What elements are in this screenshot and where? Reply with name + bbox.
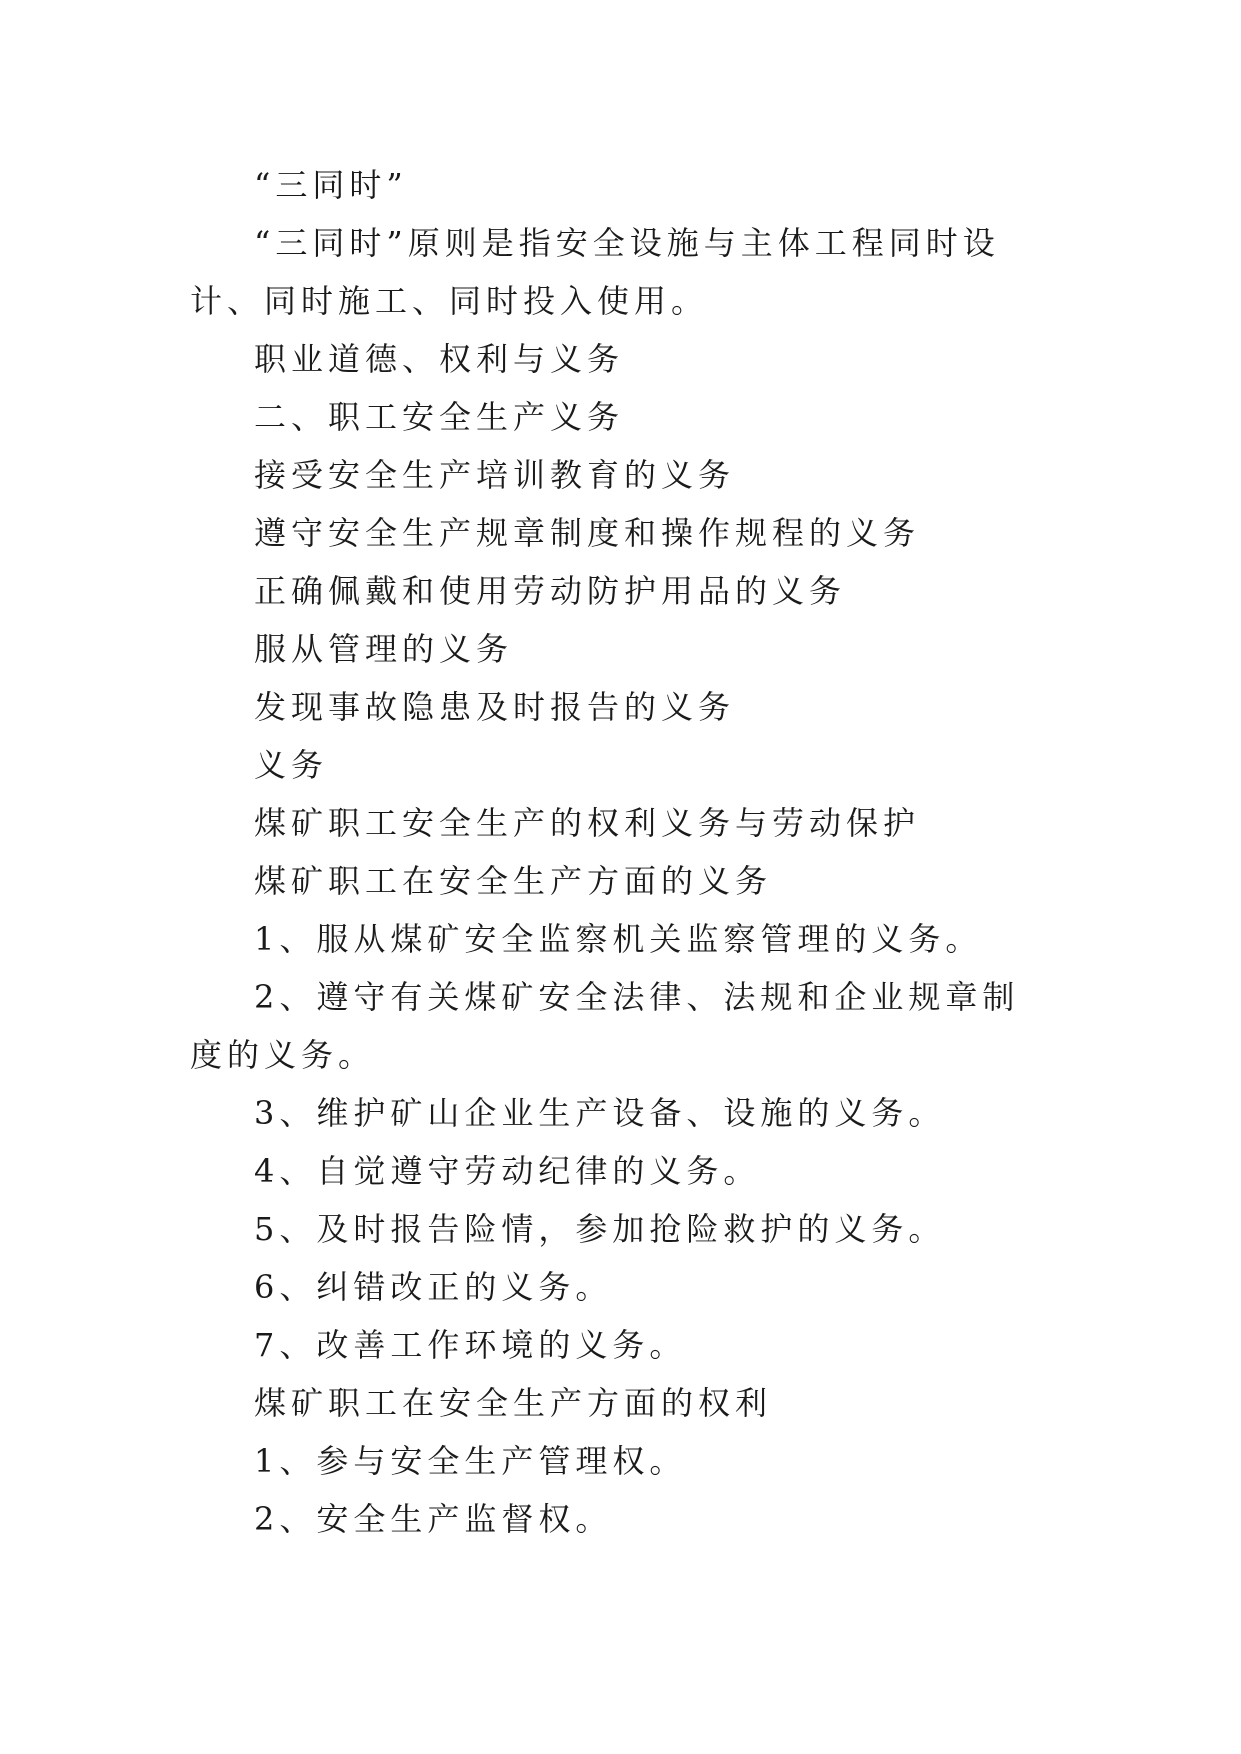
paragraph: 1、服从煤矿安全监察机关监察管理的义务。: [254, 920, 983, 958]
paragraph: 2、遵守有关煤矿安全法律、法规和企业规章制度的义务。: [190, 978, 1020, 1074]
paragraph: 职业道德、权利与义务: [254, 340, 625, 378]
paragraph: 二、职工安全生产义务: [254, 398, 625, 436]
paragraph: 义务: [254, 746, 329, 784]
paragraph: 1、参与安全生产管理权。: [254, 1442, 687, 1480]
paragraph: “三同时”原则是指安全设施与主体工程同时设计、同时施工、同时投入使用。: [190, 224, 1000, 320]
paragraph: 接受安全生产培训教育的义务: [254, 456, 736, 494]
paragraph: 煤矿职工安全生产的权利义务与劳动保护: [254, 804, 921, 842]
paragraph: 正确佩戴和使用劳动防护用品的义务: [254, 572, 847, 610]
paragraph: “三同时”: [254, 166, 408, 204]
paragraph: 煤矿职工在安全生产方面的义务: [254, 862, 773, 900]
paragraph: 5、及时报告险情，参加抢险救护的义务。: [254, 1210, 946, 1248]
paragraph: 发现事故隐患及时报告的义务: [254, 688, 736, 726]
paragraph: 3、维护矿山企业生产设备、设施的义务。: [254, 1094, 946, 1132]
paragraph: 遵守安全生产规章制度和操作规程的义务: [254, 514, 921, 552]
paragraph: 7、改善工作环境的义务。: [254, 1326, 687, 1364]
paragraph: 服从管理的义务: [254, 630, 514, 668]
document-body: [190, 156, 1050, 1548]
paragraph: 6、纠错改正的义务。: [254, 1268, 613, 1306]
paragraph: 2、安全生产监督权。: [254, 1500, 613, 1538]
paragraph: 4、自觉遵守劳动纪律的义务。: [254, 1152, 761, 1190]
paragraph: 煤矿职工在安全生产方面的权利: [254, 1384, 773, 1422]
